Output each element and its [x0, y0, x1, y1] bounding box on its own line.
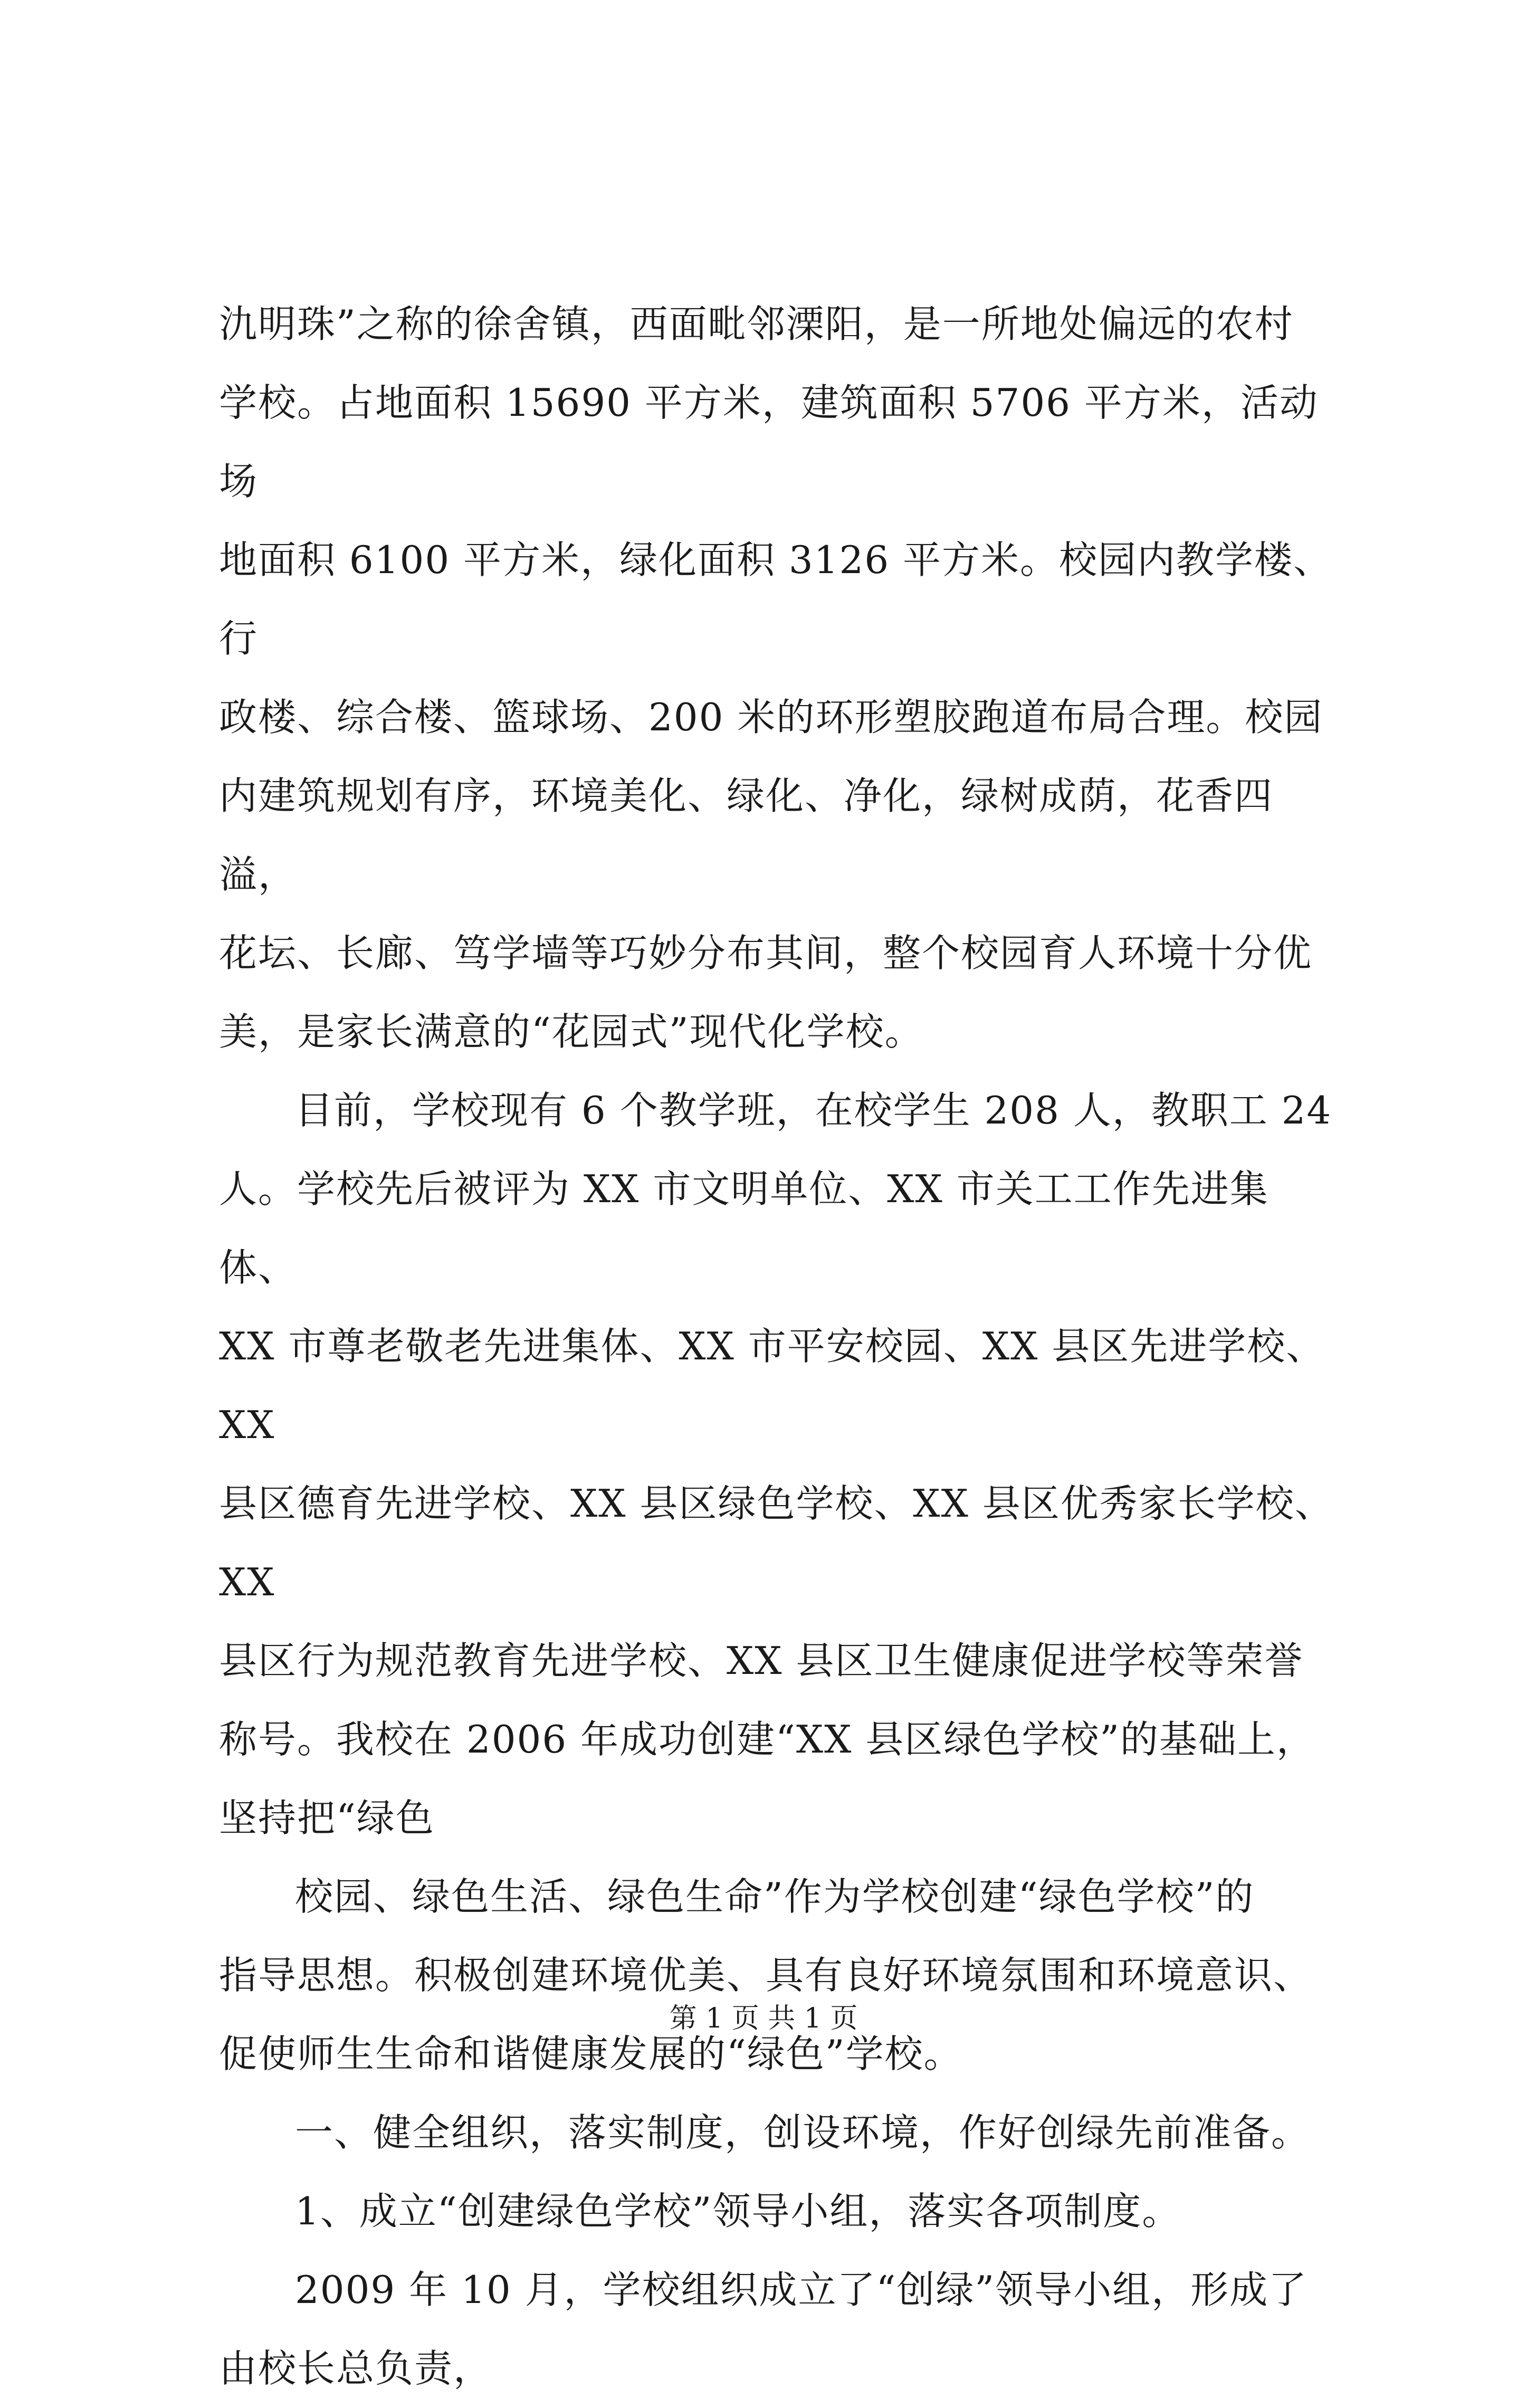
- text-line: 内建筑规划有序，环境美化、绿化、净化，绿树成荫，花香四溢，: [219, 774, 1274, 897]
- text-line: 称号。我校在 2006 年成功创建“XX 县区绿色学校”的基础上，: [219, 1717, 1316, 1762]
- text-line: 县区行为规范教育先进学校、XX 县区卫生健康促进学校等荣誉: [219, 1639, 1304, 1683]
- subheading-one: [219, 2172, 1335, 2251]
- text-line: 花坛、长廊、笃学墙等巧妙分布其间，整个校园育人环境十分优: [219, 931, 1313, 975]
- text-line: 1、成立“创建绿色学校”领导小组，落实各项制度。: [295, 2189, 1181, 2233]
- page-number-footer: 第 1 页 共 1 页: [669, 2003, 858, 2034]
- text-line: 美，是家长满意的“花园式”现代化学校。: [219, 1010, 924, 1054]
- text-line: XX 市尊老敬老先进集体、XX 市平安校园、XX 县区先进学校、XX: [219, 1324, 1325, 1447]
- paragraph-leadership-group: [219, 2251, 1335, 2408]
- paragraph-school-overview: [219, 285, 1335, 1071]
- text-line: 氿明珠”之称的徐舍镇，西面毗邻溧阳，是一所地处偏远的农村: [219, 302, 1294, 346]
- paragraph-guiding-idea: [219, 1858, 1335, 2093]
- text-line: 2009 年 10 月，学校组织成立了“创绿”领导小组，形成了: [295, 2268, 1308, 2312]
- text-line: 目前，学校现有 6 个教学班，在校学生 208 人，教职工 24: [295, 1088, 1332, 1132]
- text-line: 政楼、综合楼、篮球场、200 米的环形塑胶跑道布局合理。校园: [219, 695, 1323, 739]
- text-line: 地面积 6100 平方米，绿化面积 3126 平方米。校园内教学楼、行: [219, 538, 1333, 661]
- text-line: 一、健全组织，落实制度，创设环境，作好创绿先前准备。: [295, 2110, 1311, 2155]
- document-body: [219, 285, 1335, 2408]
- text-line: 县区德育先进学校、XX 县区绿色学校、XX 县区优秀家长学校、XX: [219, 1481, 1334, 1604]
- text-line: 人。学校先后被评为 XX 市文明单位、XX 市关工工作先进集体、: [219, 1167, 1269, 1290]
- text-line: 校园、绿色生活、绿色生命”作为学校创建“绿色学校”的: [295, 1874, 1255, 1919]
- text-line: 坚持把“绿色: [219, 1796, 435, 1840]
- text-line: 由校长总负责，: [219, 2346, 493, 2391]
- section-heading-one: [219, 2093, 1335, 2172]
- text-line: 指导思想。积极创建环境优美、具有良好环境氛围和环境意识、: [219, 1953, 1313, 1997]
- text-line: 学校。占地面积 15690 平方米，建筑面积 5706 平方米，活动场: [219, 380, 1319, 503]
- text-line: 促使师生生命和谐健康发展的“绿色”学校。: [219, 2032, 963, 2076]
- paragraph-honors: [219, 1071, 1335, 1858]
